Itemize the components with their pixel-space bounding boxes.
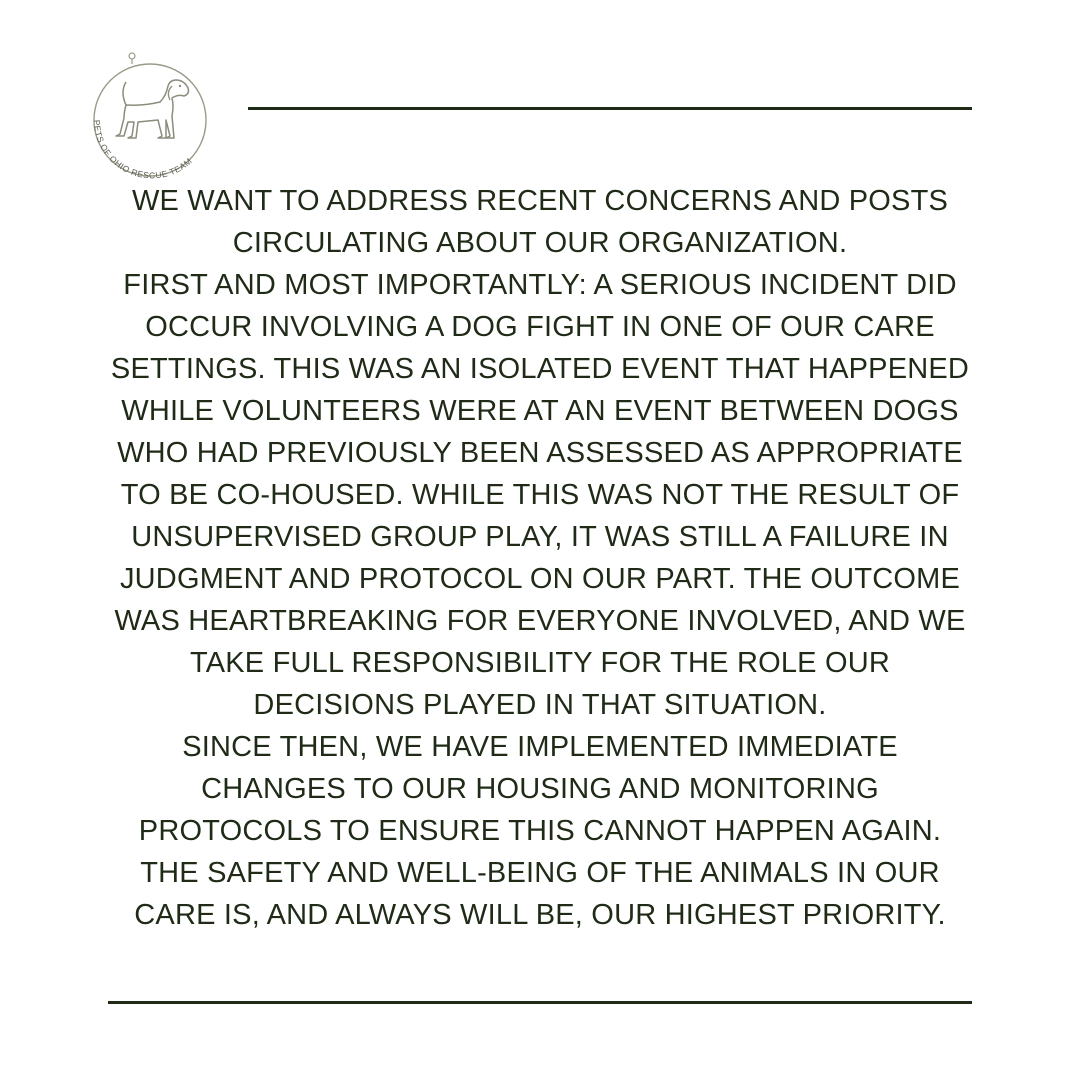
statement-paragraph-1: WE WANT TO ADDRESS RECENT CONCERNS AND POSTS CIRCULATING ABOUT OUR ORGANIZATION. (131, 185, 949, 259)
svg-text:PETS OF OHIO RESCUE TEAM (92, 120, 194, 181)
statement-paragraph-2: FIRST AND MOST IMPORTANTLY: A SERIOUS INCIDENT DID OCCUR INVOLVING A DOG FIGHT IN ONE OF OUR CARE SETTINGS. THIS WAS AN ISOLATED EVENT THAT HAPPENED WHILE VOLUNTEERS WERE AT AN EVENT BETWEEN DOGS WHO HAD PREVIOUSLY BEEN ASSESSED AS APPROPRIATE TO BE CO-HOUSED. WHILE THIS WAS NOT THE RESULT OF UNSUPERVISED GROUP PLAY, IT WAS STILL A FAILURE IN JUDGMENT AND PROTOCOL ON OUR PART. THE OUTCOME WAS HEARTBREAKING FOR EVERYONE INVOLVED, AND WE TAKE FULL RESPONSIBILITY FOR THE ROLE OUR DECISIONS PLAYED IN THAT SITUATION. (110, 269, 970, 721)
logo-text: PETS OF OHIO RESCUE TEAM (91, 119, 195, 181)
statement-text (110, 180, 970, 936)
bottom-divider (108, 1001, 972, 1004)
rescue-logo (80, 50, 230, 200)
statement-paragraph-3: SINCE THEN, WE HAVE IMPLEMENTED IMMEDIATE CHANGES TO OUR HOUSING AND MONITORING PROTOCOLS TO ENSURE THIS CANNOT HAPPEN AGAIN. THE SAFETY AND WELL-BEING OF THE ANIMALS IN OUR CARE IS, AND ALWAYS WILL BE, OUR HIGHEST PRIORITY. (134, 731, 946, 931)
top-divider (248, 107, 972, 110)
dog-icon (80, 50, 230, 200)
